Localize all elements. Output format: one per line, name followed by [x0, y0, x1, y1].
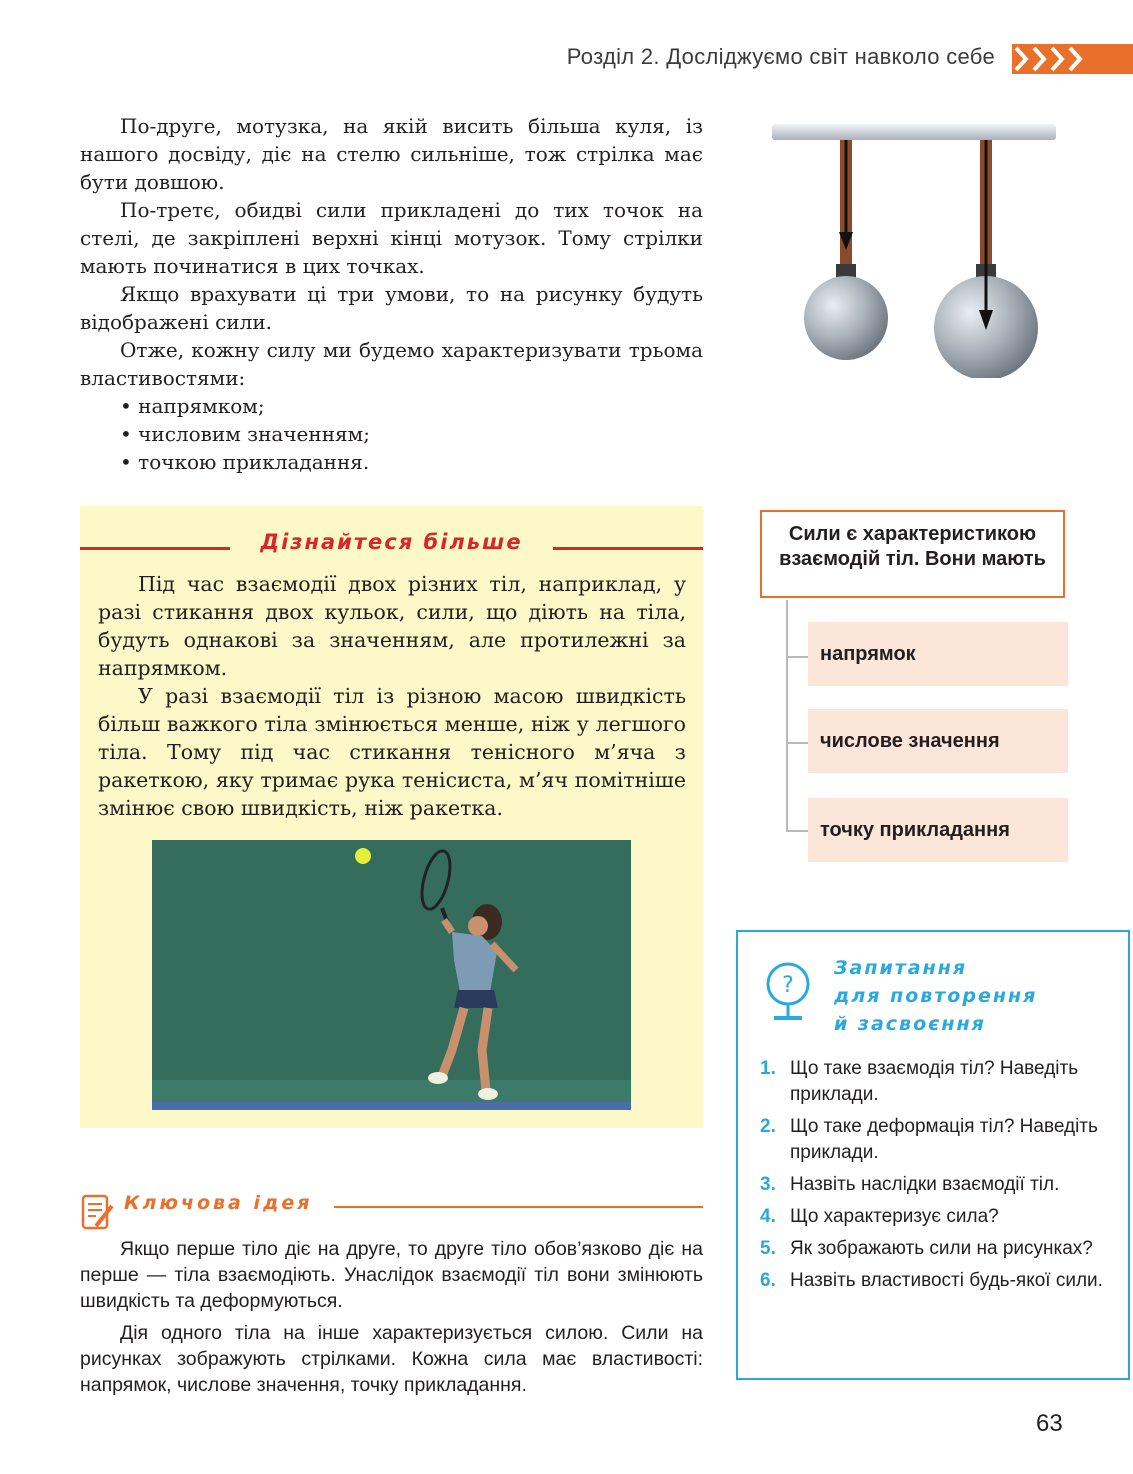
learn-more-title: Дізнайтеся більше — [250, 530, 532, 554]
chevrons-icon — [1012, 44, 1133, 74]
learn-more-heading — [80, 530, 703, 564]
connector-line — [786, 600, 788, 830]
page-number: 63 — [1036, 1410, 1063, 1437]
main-text — [80, 112, 703, 392]
question-item: 4. Що характеризує сила? — [760, 1206, 999, 1227]
bullet-item: • точкою прикладання. — [120, 450, 370, 474]
property-bullet-list — [120, 392, 370, 476]
bullet-item: • напрямком; — [120, 394, 265, 418]
connector-line — [786, 742, 808, 744]
scheme-item-point: точку прикладання — [808, 798, 1068, 862]
question-item: 5. Як зображають сили на рисунках? — [760, 1238, 1093, 1259]
paragraph: По-третє, обидві сили прикладені до тих точок на стелі, де закріплені верхні кінці мотузок. Тому стрілки мають починатися в цих точках. — [80, 198, 703, 278]
bullet-item: • числовим значенням; — [120, 422, 370, 446]
paragraph: Під час взаємодії двох різних тіл, наприклад, у разі стикання двох кульок, сили, що діють на тіла, будуть однакові за значенням, але протилежні за напрямком. — [98, 572, 686, 680]
svg-text:?: ? — [782, 973, 794, 998]
section-header-title: Розділ 2. Досліджуємо світ навколо себе — [566, 44, 995, 69]
notepad-pencil-icon — [80, 1192, 116, 1232]
learn-more-text — [98, 570, 686, 822]
paragraph: Отже, кожну силу ми будемо характеризувати трьома властивостями: — [80, 338, 703, 390]
hanging-balls-illustration — [762, 118, 1062, 378]
connector-line — [786, 830, 808, 832]
learn-more-box — [80, 506, 703, 1128]
questions-list — [760, 1056, 1110, 1300]
scheme-item-value: числове значення — [808, 709, 1068, 773]
connector-line — [786, 656, 808, 658]
scheme-head: Сили є характеристикою взаємодій тіл. Вони мають — [760, 510, 1065, 598]
question-item: 2. Що таке деформація тіл? Наведіть приклади. — [760, 1116, 1098, 1163]
question-item: 6. Назвіть властивості будь-якої сили. — [760, 1270, 1103, 1291]
review-questions-box — [736, 930, 1130, 1380]
scheme-item-direction: напрямок — [808, 622, 1068, 686]
paragraph: Якщо врахувати ці три умови, то на рисунку будуть відображені сили. — [80, 282, 703, 334]
paragraph: У разі взаємодії тіл із різною масою швидкість більш важкого тіла змінюється менше, ніж у легшого тіла. Тому під час стикання тенісного м’яча з ракеткою, яку тримає рука тенісиста, м’яч помітніше змінює свою швидкість, ніж ракетка. — [98, 684, 686, 820]
forces-scheme — [760, 510, 1070, 870]
question-globe-icon — [762, 954, 818, 1026]
paragraph: По-друге, мотузка, на якій висить більша куля, із нашого досвіду, діє на стелю сильніше, тож стрілка має бути довшою. — [80, 114, 703, 194]
paragraph: Якщо перше тіло діє на друге, то друге тіло обов’язково діє на перше — тіла взаємодіють. Унаслідок взаємодії тіл вони змінюють швидкість та деформуються. — [80, 1238, 703, 1312]
key-idea-rule — [334, 1206, 703, 1208]
question-item: 3. Назвіть наслідки взаємодії тіл. — [760, 1174, 1060, 1195]
paragraph: Дія одного тіла на інше характеризується силою. Сили на рисунках зображують стрілками. Кожна сила має властивості: напрямок, числове значення, точку прикладання. — [80, 1322, 703, 1396]
question-item: 1. Що таке взаємодія тіл? Наведіть приклади. — [760, 1058, 1079, 1105]
tennis-player-photo — [152, 840, 631, 1110]
key-idea-title: Ключова ідея — [124, 1192, 313, 1214]
questions-title: Запитання для повторення й засвоєння — [834, 957, 1038, 1035]
key-idea-text — [80, 1236, 703, 1404]
